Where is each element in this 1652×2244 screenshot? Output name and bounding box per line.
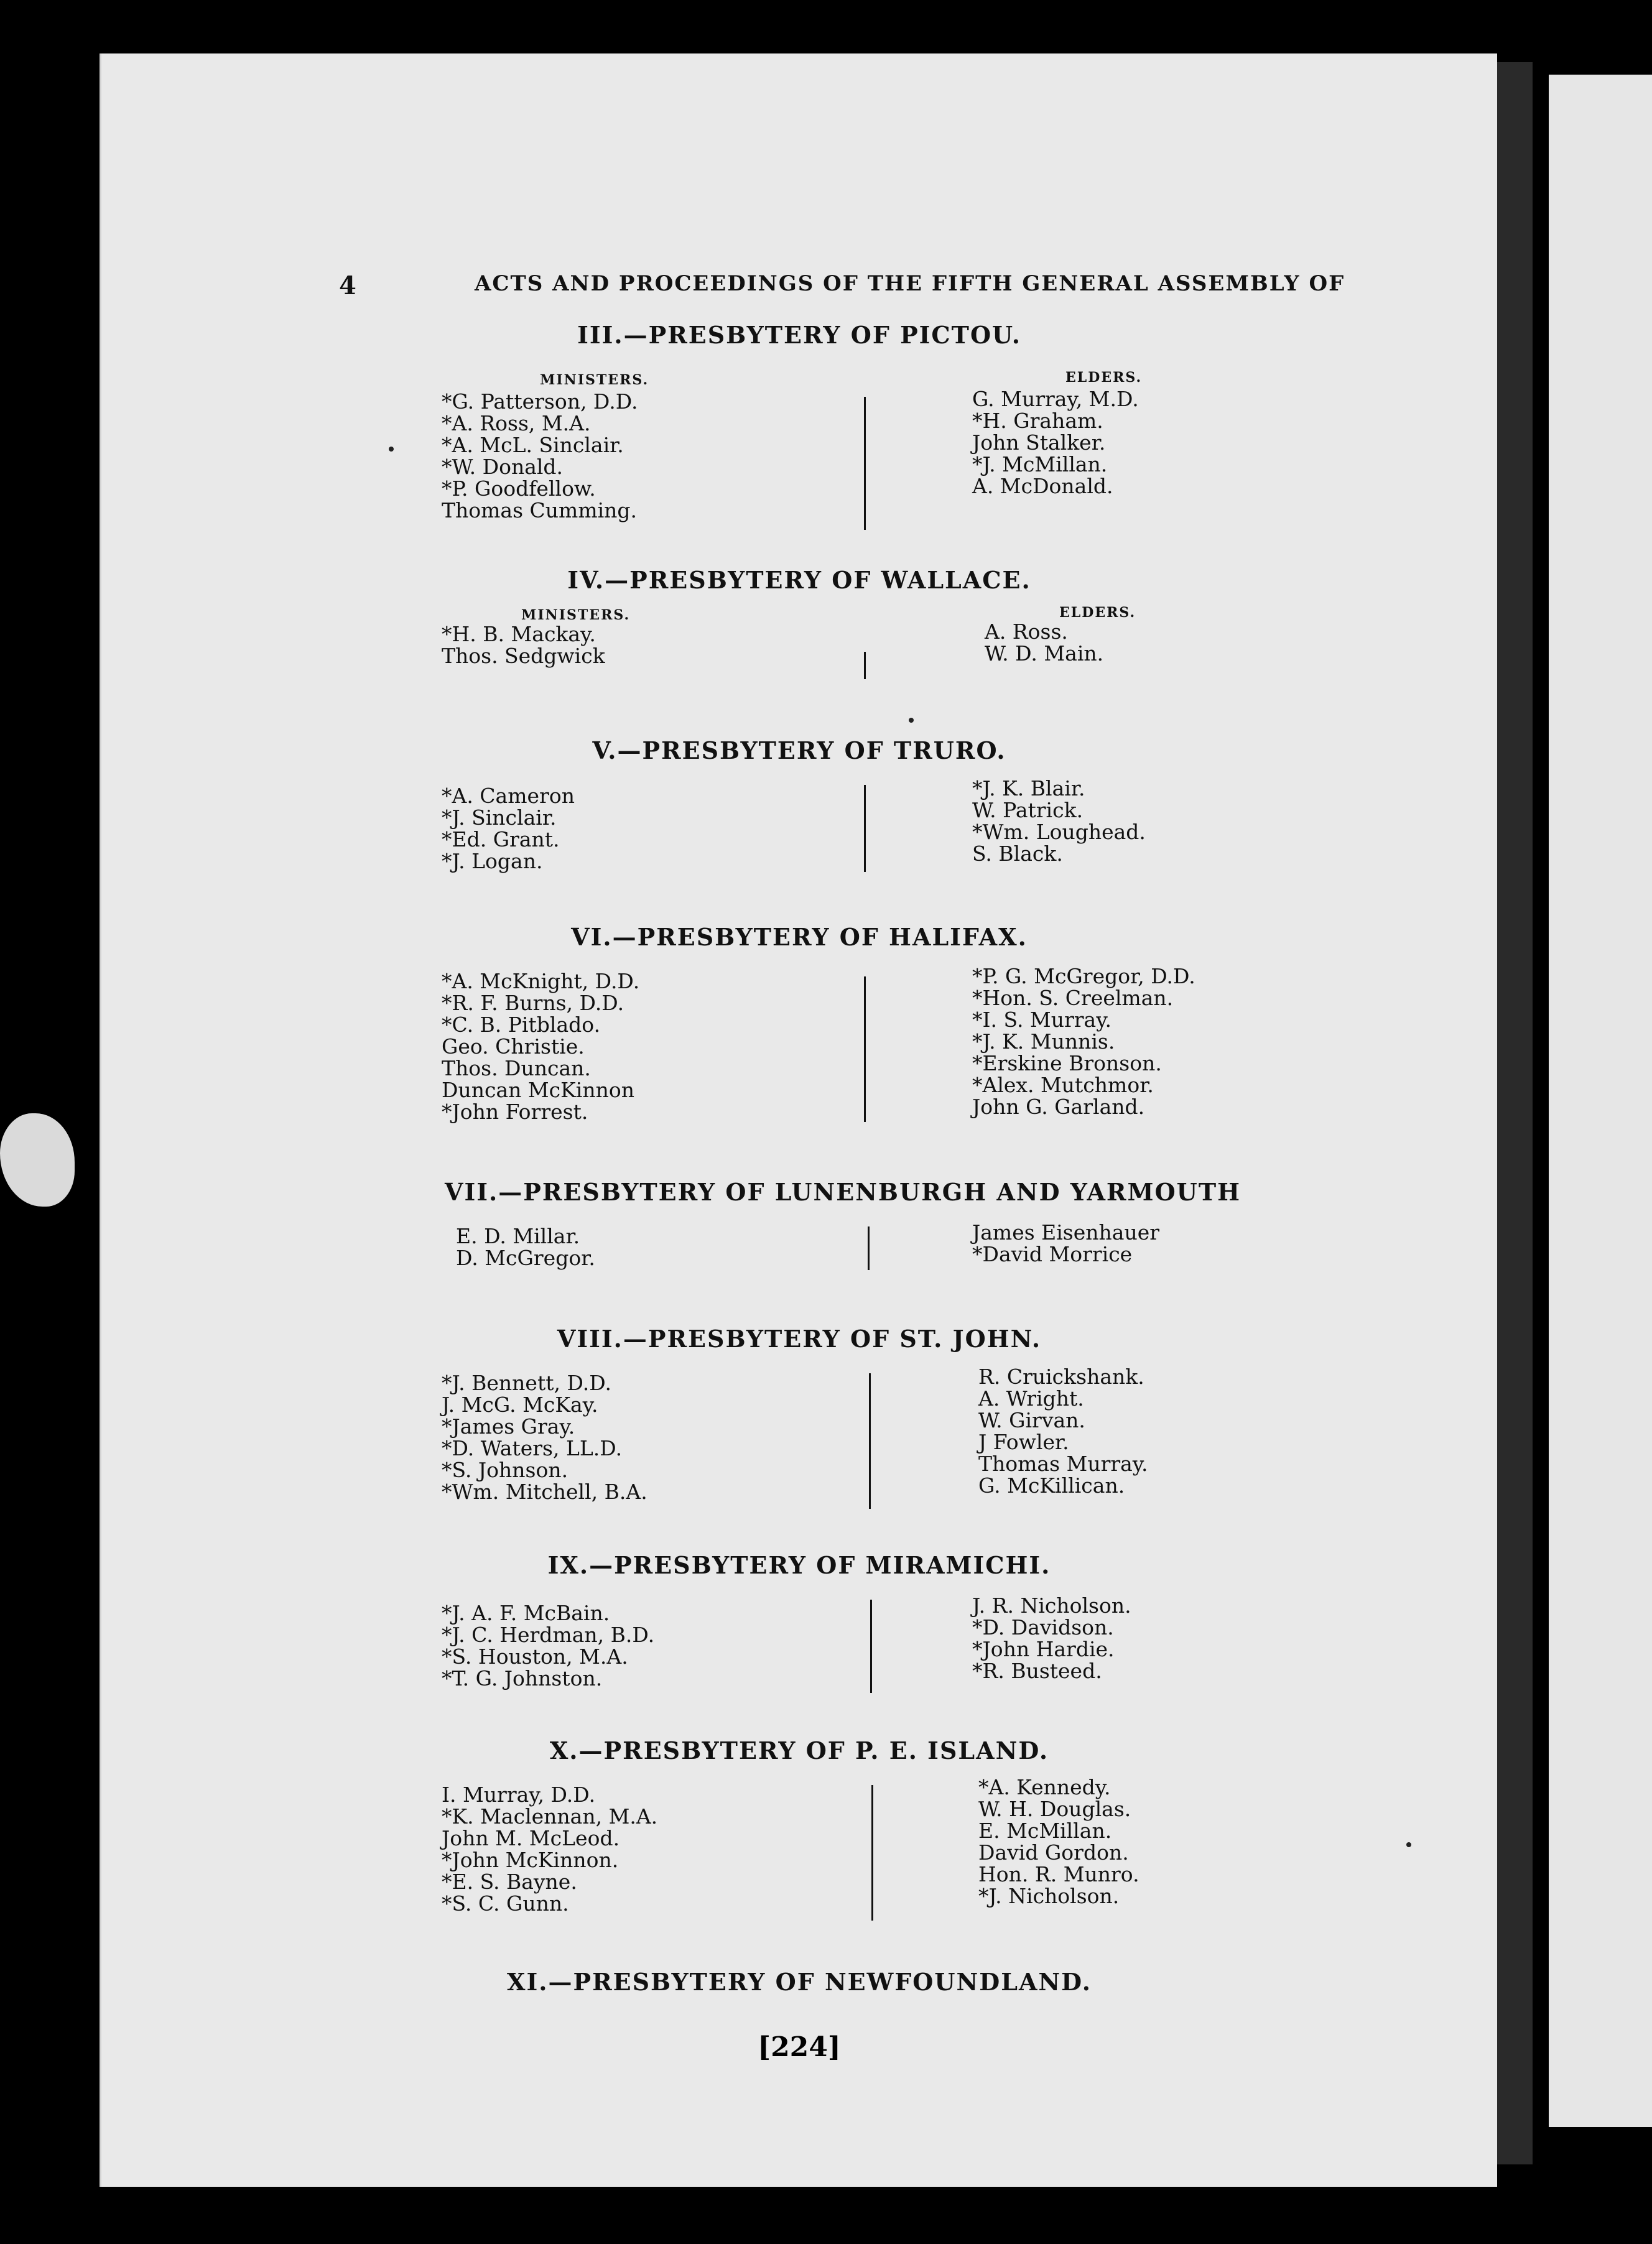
name-entry: * R. Busteed. — [972, 1660, 1131, 1682]
elders-list — [978, 1366, 1148, 1496]
name-entry: * W. Donald. — [442, 456, 638, 478]
ministers-list — [442, 970, 639, 1123]
name-entry: * D. Waters, LL.D. — [442, 1437, 647, 1459]
name-entry: * R. F. Burns, D.D. — [442, 992, 639, 1014]
name-entry: * J. Sinclair. — [442, 807, 575, 828]
facing-page — [1549, 75, 1652, 2127]
elders-list — [972, 388, 1139, 497]
name-entry: * A. Cameron — [442, 785, 575, 807]
name-entry: * Alex. Mutchmor. — [972, 1074, 1195, 1096]
ministers-list — [442, 1784, 657, 1914]
name-entry: * E. S. Bayne. — [442, 1871, 657, 1893]
column-divider — [868, 1226, 870, 1270]
name-entry: Thos. Sedgwick — [442, 644, 605, 668]
name-entry: * H. Graham. — [972, 410, 1139, 432]
column-divider — [864, 785, 866, 872]
ministers-heading: MINISTERS. — [540, 372, 649, 388]
page-number-top: 4 — [339, 271, 358, 300]
name-entry: * J. C. Herdman, B.D. — [442, 1624, 654, 1646]
name-entry: John Stalker. — [972, 430, 1106, 455]
name-entry: David Gordon. — [978, 1840, 1129, 1865]
name-entry: W. H. Douglas. — [978, 1797, 1131, 1821]
presbytery-title: VII.—PRESBYTERY OF LUNENBURGH AND YARMOUTH — [445, 1178, 1241, 1206]
name-entry: W. D. Main. — [985, 641, 1104, 665]
name-entry: A. Wright. — [978, 1386, 1084, 1411]
elders-heading: ELDERS. — [1065, 369, 1143, 386]
name-entry: G. Murray, M.D. — [972, 387, 1139, 411]
name-entry: * John Forrest. — [442, 1101, 639, 1123]
name-entry: * C. B. Pitblado. — [442, 1014, 639, 1036]
presbytery-title: IV.—PRESBYTERY OF WALLACE. — [567, 566, 1031, 594]
name-entry: * T. G. Johnston. — [442, 1667, 654, 1689]
name-entry: James Eisenhauer — [972, 1220, 1159, 1245]
name-entry: * A. Kennedy. — [978, 1776, 1139, 1798]
ink-speck — [1406, 1842, 1411, 1847]
ink-speck — [909, 718, 914, 723]
name-entry: * J. K. Munnis. — [972, 1031, 1195, 1052]
signature-mark: [224] — [758, 2031, 841, 2063]
ministers-list — [442, 785, 575, 872]
name-entry: * A. McL. Sinclair. — [442, 434, 638, 456]
name-entry: * P. G. McGregor, D.D. — [972, 965, 1195, 987]
ministers-list — [442, 391, 638, 521]
name-entry: * John Hardie. — [972, 1638, 1131, 1660]
name-entry: Hon. R. Munro. — [978, 1862, 1139, 1886]
name-entry: G. McKillican. — [978, 1473, 1125, 1498]
name-entry: * David Morrice — [972, 1243, 1159, 1265]
ministers-list — [442, 623, 605, 667]
name-entry: * J. Nicholson. — [978, 1885, 1139, 1907]
presbytery-title: VIII.—PRESBYTERY OF ST. JOHN. — [557, 1325, 1042, 1353]
name-entry: * S. Johnson. — [442, 1459, 647, 1481]
elders-list — [972, 777, 1146, 865]
presbytery-title: III.—PRESBYTERY OF PICTOU. — [577, 321, 1021, 349]
name-entry: A. Ross. — [985, 619, 1068, 644]
name-entry: * Hon. S. Creelman. — [972, 987, 1195, 1009]
name-entry: * J. A. F. McBain. — [442, 1602, 654, 1624]
name-entry: John M. McLeod. — [442, 1826, 620, 1850]
ministers-heading: MINISTERS. — [521, 607, 631, 623]
paper-fragment — [0, 1113, 75, 1207]
name-entry: W. Patrick. — [972, 798, 1084, 822]
name-entry: * J. K. Blair. — [972, 777, 1146, 799]
elders-list — [972, 965, 1195, 1118]
name-entry: Duncan McKinnon — [442, 1078, 634, 1102]
column-divider — [870, 1600, 872, 1693]
name-entry: W. Girvan. — [978, 1408, 1085, 1432]
presbytery-title: V.—PRESBYTERY OF TRURO. — [592, 736, 1006, 764]
document-page — [100, 53, 1497, 2187]
name-entry: * Ed. Grant. — [442, 828, 575, 850]
name-entry: * J. Logan. — [442, 850, 575, 872]
name-entry: * Wm. Mitchell, B.A. — [442, 1481, 647, 1503]
name-entry: J. R. Nicholson. — [972, 1593, 1131, 1618]
name-entry: * A. McKnight, D.D. — [442, 970, 639, 992]
name-entry: Thomas Cumming. — [442, 498, 638, 522]
presbytery-title: VI.—PRESBYTERY OF HALIFAX. — [571, 923, 1028, 951]
name-entry: * J. Bennett, D.D. — [442, 1372, 647, 1394]
name-entry: * J. McMillan. — [972, 453, 1139, 475]
name-entry: Thomas Murray. — [978, 1452, 1148, 1476]
name-entry: * H. B. Mackay. — [442, 623, 605, 645]
column-divider — [864, 397, 866, 530]
name-entry: * G. Patterson, D.D. — [442, 391, 638, 412]
name-entry: E. D. Millar. — [456, 1224, 580, 1248]
name-entry: D. McGregor. — [456, 1246, 595, 1270]
name-entry: E. McMillan. — [978, 1819, 1112, 1843]
name-entry: * S. C. Gunn. — [442, 1893, 657, 1914]
column-divider — [864, 652, 866, 679]
ink-speck — [389, 447, 394, 452]
page-edge-shadow — [1495, 62, 1533, 2164]
name-entry: John G. Garland. — [972, 1095, 1145, 1119]
name-entry: * K. Maclennan, M.A. — [442, 1806, 657, 1827]
elders-list — [978, 1776, 1139, 1907]
name-entry: Thos. Duncan. — [442, 1056, 591, 1080]
name-entry: * I. S. Murray. — [972, 1009, 1195, 1031]
name-entry: Geo. Christie. — [442, 1034, 585, 1059]
running-title: ACTS AND PROCEEDINGS OF THE FIFTH GENERAL ASSEMBLY OF — [475, 271, 1345, 296]
name-entry: * James Gray. — [442, 1416, 647, 1437]
column-divider — [864, 976, 866, 1122]
name-entry: * Erskine Bronson. — [972, 1052, 1195, 1074]
elders-list — [972, 1222, 1159, 1265]
name-entry: R. Cruickshank. — [978, 1365, 1144, 1389]
column-divider — [871, 1785, 873, 1921]
elders-list — [985, 621, 1103, 664]
name-entry: I. Murray, D.D. — [442, 1783, 596, 1807]
column-divider — [869, 1373, 871, 1509]
presbytery-title: IX.—PRESBYTERY OF MIRAMICHI. — [547, 1551, 1051, 1579]
presbytery-title: X.—PRESBYTERY OF P. E. ISLAND. — [549, 1736, 1049, 1764]
name-entry: J. McG. McKay. — [442, 1393, 598, 1417]
name-entry: A. McDonald. — [972, 474, 1113, 498]
ministers-list — [442, 1602, 654, 1689]
name-entry: * D. Davidson. — [972, 1616, 1131, 1638]
name-entry: * P. Goodfellow. — [442, 478, 638, 499]
name-entry: S. Black. — [972, 842, 1063, 866]
name-entry: J Fowler. — [978, 1430, 1069, 1454]
name-entry: * John McKinnon. — [442, 1849, 657, 1871]
name-entry: * S. Houston, M.A. — [442, 1646, 654, 1667]
elders-heading: ELDERS. — [1059, 605, 1136, 621]
ministers-list — [456, 1225, 595, 1269]
elders-list — [972, 1595, 1131, 1682]
name-entry: * A. Ross, M.A. — [442, 412, 638, 434]
presbytery-title: XI.—PRESBYTERY OF NEWFOUNDLAND. — [507, 1968, 1092, 1996]
name-entry: * Wm. Loughead. — [972, 821, 1146, 843]
ministers-list — [442, 1372, 647, 1503]
